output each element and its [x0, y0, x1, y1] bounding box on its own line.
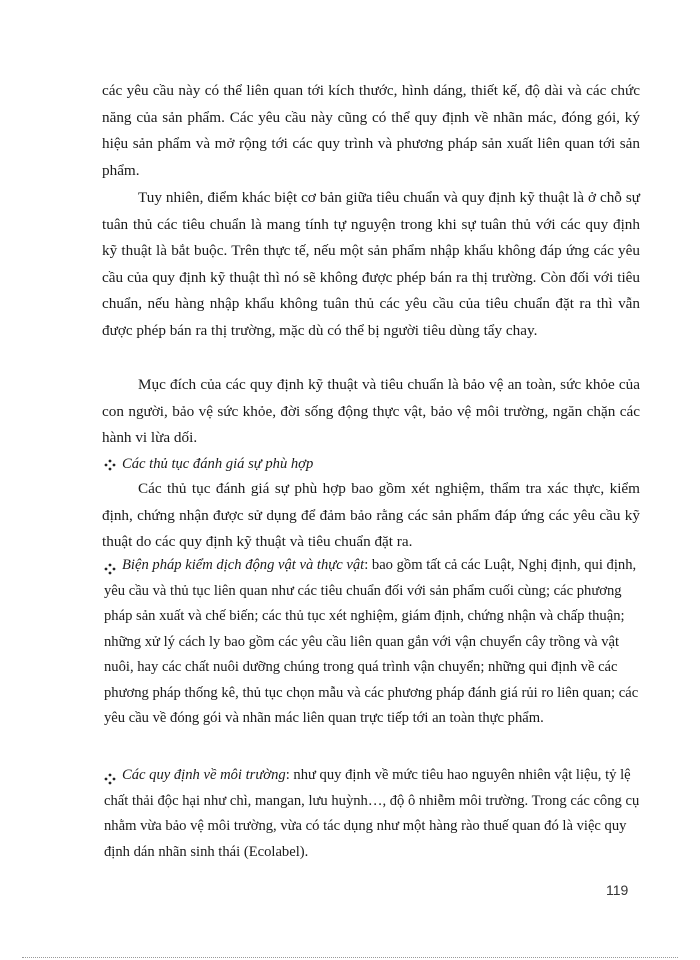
- bullet-environment: [104, 763, 644, 865]
- bullet-body: : như quy định về mức tiêu hao nguyên nhiên vật liệu, tỷ lệ chất thải độc hại như chì, mangan, lưu huỳnh…, độ ô nhiễm môi trường. Trong các công cụ nhằm vừa bảo vệ môi trường, vừa có tác dụng như một hàng rào thuế quan đó là việc quy định dán nhãn sinh thái (Ecolabel).: [104, 767, 640, 860]
- diamond-bullet-icon: [104, 563, 116, 575]
- diamond-bullet-icon: [104, 459, 116, 471]
- bullet-title: Các thủ tục đánh giá sự phù hợp: [122, 456, 314, 472]
- page-number: 119: [606, 882, 629, 898]
- bullet-body: : bao gồm tất cả các Luật, Nghị định, qui định, yêu cầu và thủ tục liên quan như các tiêu chuẩn đối với sản phẩm cuối cùng; các phương pháp sản xuất và chế biến; các thủ tục xét nghiệm, giám định, chứng nhận và chấp thuận; những xử lý cách ly bao gồm các yêu cầu liên quan gắn với vận chuyển cây trồng và vật nuôi, hay các chất nuôi dưỡng chúng trong quá trình vận chuyển; những qui định về các phương pháp thống kê, thủ tục chọn mẫu và các phương pháp đánh giá rủi ro liên quan; các yêu cầu về đóng gói và nhãn mác liên quan trực tiếp tới an toàn thực phẩm.: [104, 557, 639, 726]
- bullet-sps: [104, 553, 644, 732]
- bullet-title: Các quy định về môi trường: [122, 767, 286, 783]
- bullet-text: [104, 763, 644, 865]
- paragraph-product-requirements: các yêu cầu này có thể liên quan tới kích thước, hình dáng, thiết kế, độ dài và các chức năng của sản phẩm. Các yêu cầu này cũng có thể quy định về nhãn mác, đóng gói, ký hiệu sản phẩm và mở rộng tới các quy trình và phương pháp sản xuất liên quan tới sản phẩm.: [102, 82, 640, 179]
- paragraph-conformity: Các thủ tục đánh giá sự phù hợp bao gồm xét nghiệm, thẩm tra xác thực, kiểm định, chứng nhận được sử dụng để đảm bảo rằng các sản phẩm đáp ứng các yêu cầu kỹ thuật do các quy định kỹ thuật và tiêu chuẩn đặt ra.: [102, 480, 640, 551]
- diamond-bullet-icon: [104, 773, 116, 785]
- paragraph-purpose: Mục đích của các quy định kỹ thuật và tiêu chuẩn là bảo vệ an toàn, sức khỏe của con người, bảo vệ sức khỏe, đời sống động thực vật, bảo vệ môi trường, ngăn chặn các hành vi lừa dối.: [102, 376, 640, 447]
- footer-divider: [22, 957, 678, 958]
- bullet-text: [104, 553, 644, 732]
- bullet-title: Biện pháp kiểm dịch động vật và thực vật: [122, 557, 365, 573]
- paragraph-standards-vs-regulations: Tuy nhiên, điểm khác biệt cơ bản giữa tiêu chuẩn và quy định kỹ thuật là ở chỗ sự tuân thủ các tiêu chuẩn là mang tính tự nguyện trong khi sự tuân thủ với các quy định kỹ thuật là bắt buộc. Trên thực tế, nếu một sản phẩm nhập khẩu không đáp ứng các yêu cầu của quy định kỹ thuật thì nó sẽ không được phép bán ra thị trường. Còn đối với tiêu chuẩn, nếu hàng nhập khẩu không tuân thủ các yêu cầu của tiêu chuẩn đặt ra thì vẫn được phép bán ra thị trường, mặc dù có thể bị người tiêu dùng tẩy chay.: [102, 189, 640, 339]
